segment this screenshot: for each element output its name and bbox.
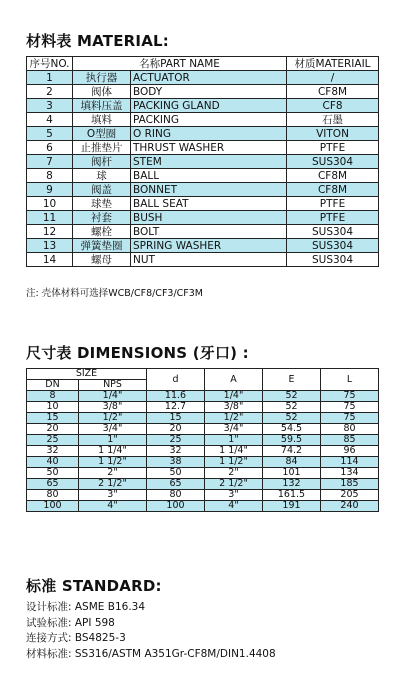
part-name-en: BALL SEAT xyxy=(131,197,287,211)
dimension-cell-dn: 50 xyxy=(27,468,79,479)
dimension-cell-d: 25 xyxy=(147,435,205,446)
dimension-cell-l: 114 xyxy=(321,457,379,468)
dimension-cell-dn: 40 xyxy=(27,457,79,468)
standard-item: 连接方式: BS4825-3 xyxy=(26,632,126,644)
part-name-en: PACKING xyxy=(131,113,287,127)
material-note: 注: 壳体材料可选择WCB/CF8/CF3/CF3M xyxy=(26,288,203,299)
dimension-cell-e: 52 xyxy=(263,402,321,413)
dimension-row xyxy=(27,501,379,512)
header-material: 材质MATERIAIL xyxy=(287,57,379,71)
material-table xyxy=(26,56,379,267)
header-e: E xyxy=(263,369,321,391)
row-number: 11 xyxy=(27,211,73,225)
dimension-cell-a: 1" xyxy=(205,435,263,446)
dimension-cell-e: 52 xyxy=(263,413,321,424)
dimension-cell-a: 1 1/4" xyxy=(205,446,263,457)
standard-item: 试验标准: API 598 xyxy=(26,616,115,629)
part-name-en: BALL xyxy=(131,169,287,183)
dimension-row xyxy=(27,391,379,402)
dimension-cell-dn: 10 xyxy=(27,402,79,413)
dimension-cell-dn: 15 xyxy=(27,413,79,424)
material-header-row xyxy=(27,57,379,71)
dimension-row xyxy=(27,424,379,435)
dimension-cell-l: 75 xyxy=(321,402,379,413)
row-number: 14 xyxy=(27,253,73,267)
dimension-row xyxy=(27,435,379,446)
material-row xyxy=(27,197,379,211)
row-number: 7 xyxy=(27,155,73,169)
row-number: 4 xyxy=(27,113,73,127)
material-row xyxy=(27,155,379,169)
material-row xyxy=(27,225,379,239)
dimensions-table xyxy=(26,368,379,512)
material-row xyxy=(27,253,379,267)
dimension-row xyxy=(27,468,379,479)
material-row xyxy=(27,127,379,141)
part-material: PTFE xyxy=(287,197,379,211)
dimension-cell-e: 54.5 xyxy=(263,424,321,435)
dimension-cell-nps: 3/4" xyxy=(79,424,147,435)
dimension-cell-e: 132 xyxy=(263,479,321,490)
part-name-en: NUT xyxy=(131,253,287,267)
dimension-cell-d: 15 xyxy=(147,413,205,424)
dimension-cell-dn: 20 xyxy=(27,424,79,435)
part-material: SUS304 xyxy=(287,225,379,239)
dimension-cell-dn: 100 xyxy=(27,501,79,512)
part-name-en: PACKING GLAND xyxy=(131,99,287,113)
dimension-cell-a: 2 1/2" xyxy=(205,479,263,490)
standard-list xyxy=(26,600,276,662)
header-size: SIZE xyxy=(27,369,147,380)
part-name-cn: 螺母 xyxy=(73,253,131,267)
part-name-cn: 填料 xyxy=(73,113,131,127)
part-material: VITON xyxy=(287,127,379,141)
material-row xyxy=(27,239,379,253)
part-name-en: ACTUATOR xyxy=(131,71,287,85)
dimension-cell-e: 101 xyxy=(263,468,321,479)
part-material: CF8M xyxy=(287,85,379,99)
dimension-cell-dn: 8 xyxy=(27,391,79,402)
row-number: 8 xyxy=(27,169,73,183)
row-number: 6 xyxy=(27,141,73,155)
dimension-cell-e: 59.5 xyxy=(263,435,321,446)
part-name-cn: 填料压盖 xyxy=(73,99,131,113)
row-number: 2 xyxy=(27,85,73,99)
header-a: A xyxy=(205,369,263,391)
dimension-cell-l: 240 xyxy=(321,501,379,512)
header-d: d xyxy=(147,369,205,391)
dimension-cell-a: 3/4" xyxy=(205,424,263,435)
dimension-cell-nps: 2" xyxy=(79,468,147,479)
part-name-cn: 阀杆 xyxy=(73,155,131,169)
dimension-cell-l: 75 xyxy=(321,413,379,424)
material-row xyxy=(27,99,379,113)
dimension-cell-nps: 1/2" xyxy=(79,413,147,424)
dimension-cell-d: 80 xyxy=(147,490,205,501)
dimension-cell-e: 52 xyxy=(263,391,321,402)
standard-title: 标准 STANDARD: xyxy=(26,577,162,595)
dimension-cell-e: 161.5 xyxy=(263,490,321,501)
dimension-cell-l: 185 xyxy=(321,479,379,490)
dimension-cell-e: 84 xyxy=(263,457,321,468)
dimension-cell-d: 50 xyxy=(147,468,205,479)
dimension-cell-l: 134 xyxy=(321,468,379,479)
header-no: 序号NO. xyxy=(27,57,73,71)
dimension-row xyxy=(27,457,379,468)
row-number: 12 xyxy=(27,225,73,239)
part-name-cn: 衬套 xyxy=(73,211,131,225)
part-material: CF8M xyxy=(287,183,379,197)
dimension-cell-dn: 25 xyxy=(27,435,79,446)
dimension-cell-e: 74.2 xyxy=(263,446,321,457)
material-title: 材料表 MATERIAL: xyxy=(26,32,169,50)
standard-item: 材料标准: SS316/ASTM A351Gr-CF8M/DIN1.4408 xyxy=(26,647,276,660)
part-name-cn: O型圈 xyxy=(73,127,131,141)
part-name-en: BOLT xyxy=(131,225,287,239)
dimension-cell-nps: 1" xyxy=(79,435,147,446)
dimension-cell-d: 12.7 xyxy=(147,402,205,413)
row-number: 1 xyxy=(27,71,73,85)
header-nps: NPS xyxy=(79,380,147,391)
material-row xyxy=(27,71,379,85)
dimension-row xyxy=(27,446,379,457)
dimension-cell-a: 2" xyxy=(205,468,263,479)
part-material: CF8 xyxy=(287,99,379,113)
part-material: / xyxy=(287,71,379,85)
dimension-cell-d: 11.6 xyxy=(147,391,205,402)
dimension-cell-d: 100 xyxy=(147,501,205,512)
header-dn: DN xyxy=(27,380,79,391)
dimension-cell-l: 205 xyxy=(321,490,379,501)
dimension-cell-dn: 80 xyxy=(27,490,79,501)
row-number: 10 xyxy=(27,197,73,211)
part-name-cn: 球 xyxy=(73,169,131,183)
dimension-cell-a: 1/2" xyxy=(205,413,263,424)
row-number: 3 xyxy=(27,99,73,113)
part-name-cn: 执行器 xyxy=(73,71,131,85)
dimension-cell-nps: 1 1/2" xyxy=(79,457,147,468)
part-name-en: BONNET xyxy=(131,183,287,197)
dimension-row xyxy=(27,413,379,424)
dimension-row xyxy=(27,490,379,501)
dimensions-header-row-1 xyxy=(27,369,379,380)
part-name-cn: 球垫 xyxy=(73,197,131,211)
part-name-cn: 弹簧垫圈 xyxy=(73,239,131,253)
row-number: 5 xyxy=(27,127,73,141)
dimension-cell-dn: 65 xyxy=(27,479,79,490)
header-l: L xyxy=(321,369,379,391)
material-row xyxy=(27,113,379,127)
dimension-cell-dn: 32 xyxy=(27,446,79,457)
part-name-en: SPRING WASHER xyxy=(131,239,287,253)
dimension-cell-nps: 1/4" xyxy=(79,391,147,402)
part-name-cn: 螺栓 xyxy=(73,225,131,239)
header-part-name: 名称PART NAME xyxy=(73,57,287,71)
dimension-cell-d: 65 xyxy=(147,479,205,490)
dimension-row xyxy=(27,402,379,413)
material-row xyxy=(27,85,379,99)
row-number: 9 xyxy=(27,183,73,197)
dimension-cell-nps: 3/8" xyxy=(79,402,147,413)
material-row xyxy=(27,183,379,197)
part-material: CF8M xyxy=(287,169,379,183)
material-row xyxy=(27,141,379,155)
dimensions-title: 尺寸表 DIMENSIONS (牙口) : xyxy=(26,344,249,362)
dimension-cell-l: 75 xyxy=(321,391,379,402)
dimension-cell-l: 96 xyxy=(321,446,379,457)
dimension-cell-a: 4" xyxy=(205,501,263,512)
part-name-en: BUSH xyxy=(131,211,287,225)
part-material: SUS304 xyxy=(287,239,379,253)
dimension-cell-a: 3/8" xyxy=(205,402,263,413)
dimension-cell-nps: 1 1/4" xyxy=(79,446,147,457)
part-name-cn: 阀盖 xyxy=(73,183,131,197)
dimension-cell-nps: 2 1/2" xyxy=(79,479,147,490)
part-material: SUS304 xyxy=(287,253,379,267)
dimension-cell-d: 20 xyxy=(147,424,205,435)
part-material: PTFE xyxy=(287,211,379,225)
material-row xyxy=(27,211,379,225)
part-name-en: O RING xyxy=(131,127,287,141)
part-name-cn: 阀体 xyxy=(73,85,131,99)
dimension-cell-a: 1 1/2" xyxy=(205,457,263,468)
part-name-en: THRUST WASHER xyxy=(131,141,287,155)
standard-item: 设计标准: ASME B16.34 xyxy=(26,601,146,613)
part-name-en: BODY xyxy=(131,85,287,99)
dimension-cell-nps: 4" xyxy=(79,501,147,512)
dimension-cell-d: 32 xyxy=(147,446,205,457)
dimension-cell-a: 3" xyxy=(205,490,263,501)
part-material: PTFE xyxy=(287,141,379,155)
dimension-cell-e: 191 xyxy=(263,501,321,512)
dimension-cell-a: 1/4" xyxy=(205,391,263,402)
part-name-en: STEM xyxy=(131,155,287,169)
part-material: 石墨 xyxy=(287,113,379,127)
material-row xyxy=(27,169,379,183)
dimension-cell-d: 38 xyxy=(147,457,205,468)
dimension-row xyxy=(27,479,379,490)
dimension-cell-nps: 3" xyxy=(79,490,147,501)
part-name-cn: 止推垫片 xyxy=(73,141,131,155)
row-number: 13 xyxy=(27,239,73,253)
part-material: SUS304 xyxy=(287,155,379,169)
dimension-cell-l: 80 xyxy=(321,424,379,435)
dimension-cell-l: 85 xyxy=(321,435,379,446)
